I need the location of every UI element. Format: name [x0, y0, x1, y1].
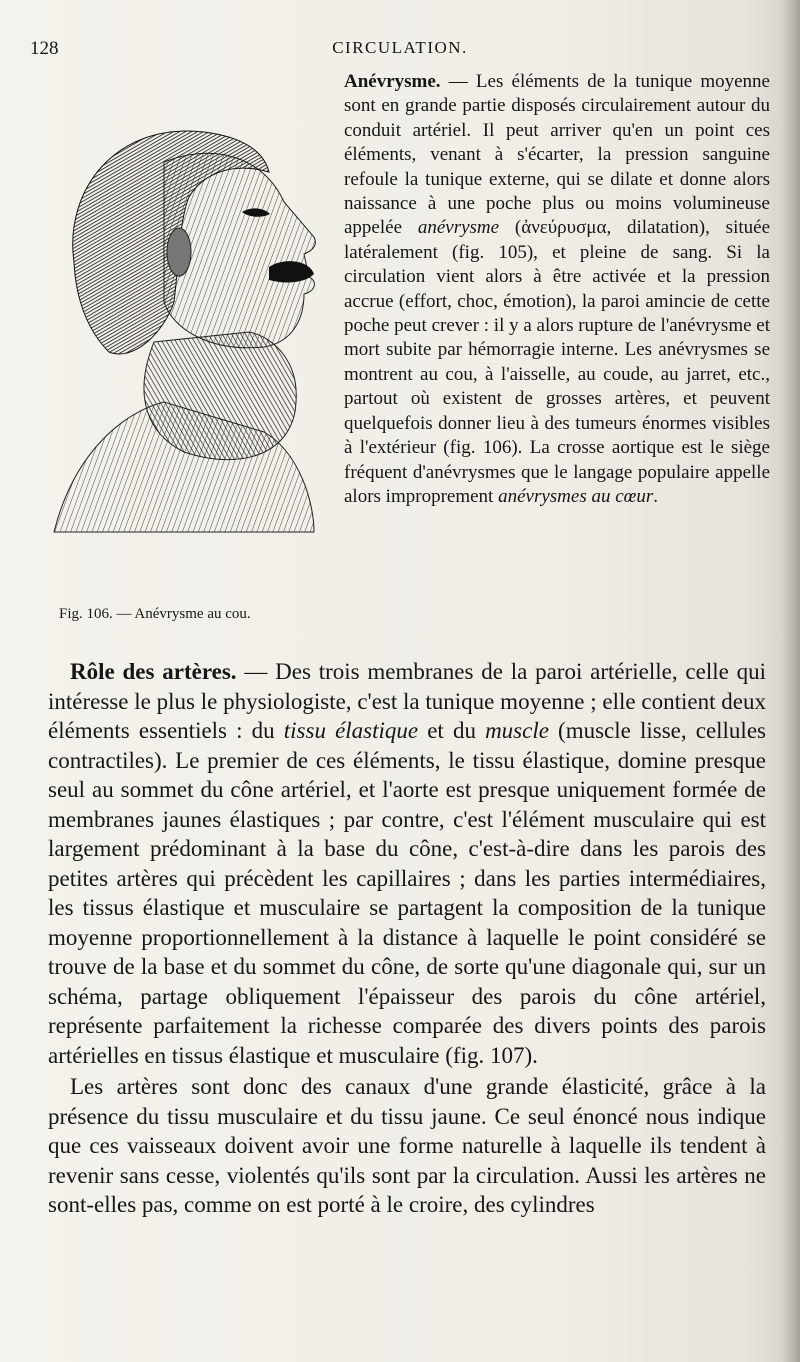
aneurysm-text-2: (ἀνεύρυσμα, dilatation), située latéralement (fig. 105), et pleine de sang. Si la circulation vient alors à être activée et la pression accrue (effort, choc, émotion), la paroi amincie de cette poche peut crever : il y a alors rupture de l'anévrysme et mort subite par hémorragie interne. Les anévrysmes se montrent au cou, à l'aisselle, au coude, au jarret, etc., partout où existent de grosses artères, et peuvent quelquefois donner lieu à des tumeurs énormes visibles à l'extérieur (fig. 106). La crosse aortique est le siège fréquent d'anévrysmes que le langage populaire appelle alors improprement [344, 217, 771, 507]
term-muscle: muscle [485, 718, 549, 743]
figure-106 [14, 72, 336, 624]
arteries-section [48, 657, 766, 1220]
aneurysm-term-2: anévrysmes au cœur [498, 485, 654, 507]
arteries-heading: Rôle des artères. [70, 659, 237, 684]
figure-caption: Fig. 106. — Anévrysme au cou. [59, 606, 251, 622]
aneurysm-text-3: . [653, 485, 658, 507]
arteries-paragraph-1 [48, 657, 766, 1070]
aneurysm-text-1: — Les éléments de la tunique moyenne sont en grande partie disposés circulairement autour du conduit artériel. Il peut arriver qu'en un point ces éléments, venant à s'écarter, la pression sanguine refoule la tunique externe, qui se dilate et donne alors naissance à une poche plus ou moins volumineuse appelée [344, 71, 770, 239]
arteries-p1-c: (muscle lisse, cellules contractiles). Le premier de ces éléments, le tissu élastique, domine presque seul au sommet du cône artériel, et l'aorte est presque uniquement formée de membranes jaunes élastiques ; par contre, c'est l'élément musculaire qui est largement prédominant à la base du cône, c'est-à-dire dans les parois des petites artères qui précèdent les capillaires ; dans les parties intermédiaires, les tissus élastique et musculaire se partagent la composition de la tunique moyenne proportionnellement à la distance à laquelle le point considéré se trouve de la base et du sommet du cône, de sorte qu'une diagonale qui, sur un schéma, partage obliquement l'épaisseur des parois du cône artériel, représente parfaitement la richesse comparée des divers points des parois artérielles en tissus élastique et musculaire (fig. 107). [48, 718, 766, 1068]
aneurysm-section [30, 70, 770, 624]
engraving-aneurysm-neck [14, 102, 344, 562]
running-head: CIRCULATION. [332, 38, 468, 57]
aneurysm-term: anévrysme [417, 217, 500, 239]
arteries-paragraph-2: Les artères sont donc des canaux d'une grande élasticité, grâce à la présence du tissu musculaire et du tissu jaune. Ce seul énoncé nous indique que ces vaisseaux doivent avoir une forme naturelle à laquelle ils tendent à revenir sans cesse, violentés qu'ils sont par la circulation. Aussi les artères ne sont-elles pas, comme on est porté à le croire, des cylindres [48, 1074, 766, 1217]
arteries-p1-a: — Des trois membranes de la paroi artérielle, celle qui intéresse le plus le physiologiste, c'est la tunique moyenne ; elle contient deux éléments essentiels : du [48, 659, 766, 743]
page-edge-shadow [782, 0, 800, 1362]
arteries-p1-b: et du [418, 718, 486, 743]
aneurysm-heading: Anévrysme. [344, 71, 441, 92]
term-elastic-tissue: tissu élastique [283, 718, 419, 743]
page-number: 128 [30, 38, 59, 59]
page-header [30, 38, 770, 62]
